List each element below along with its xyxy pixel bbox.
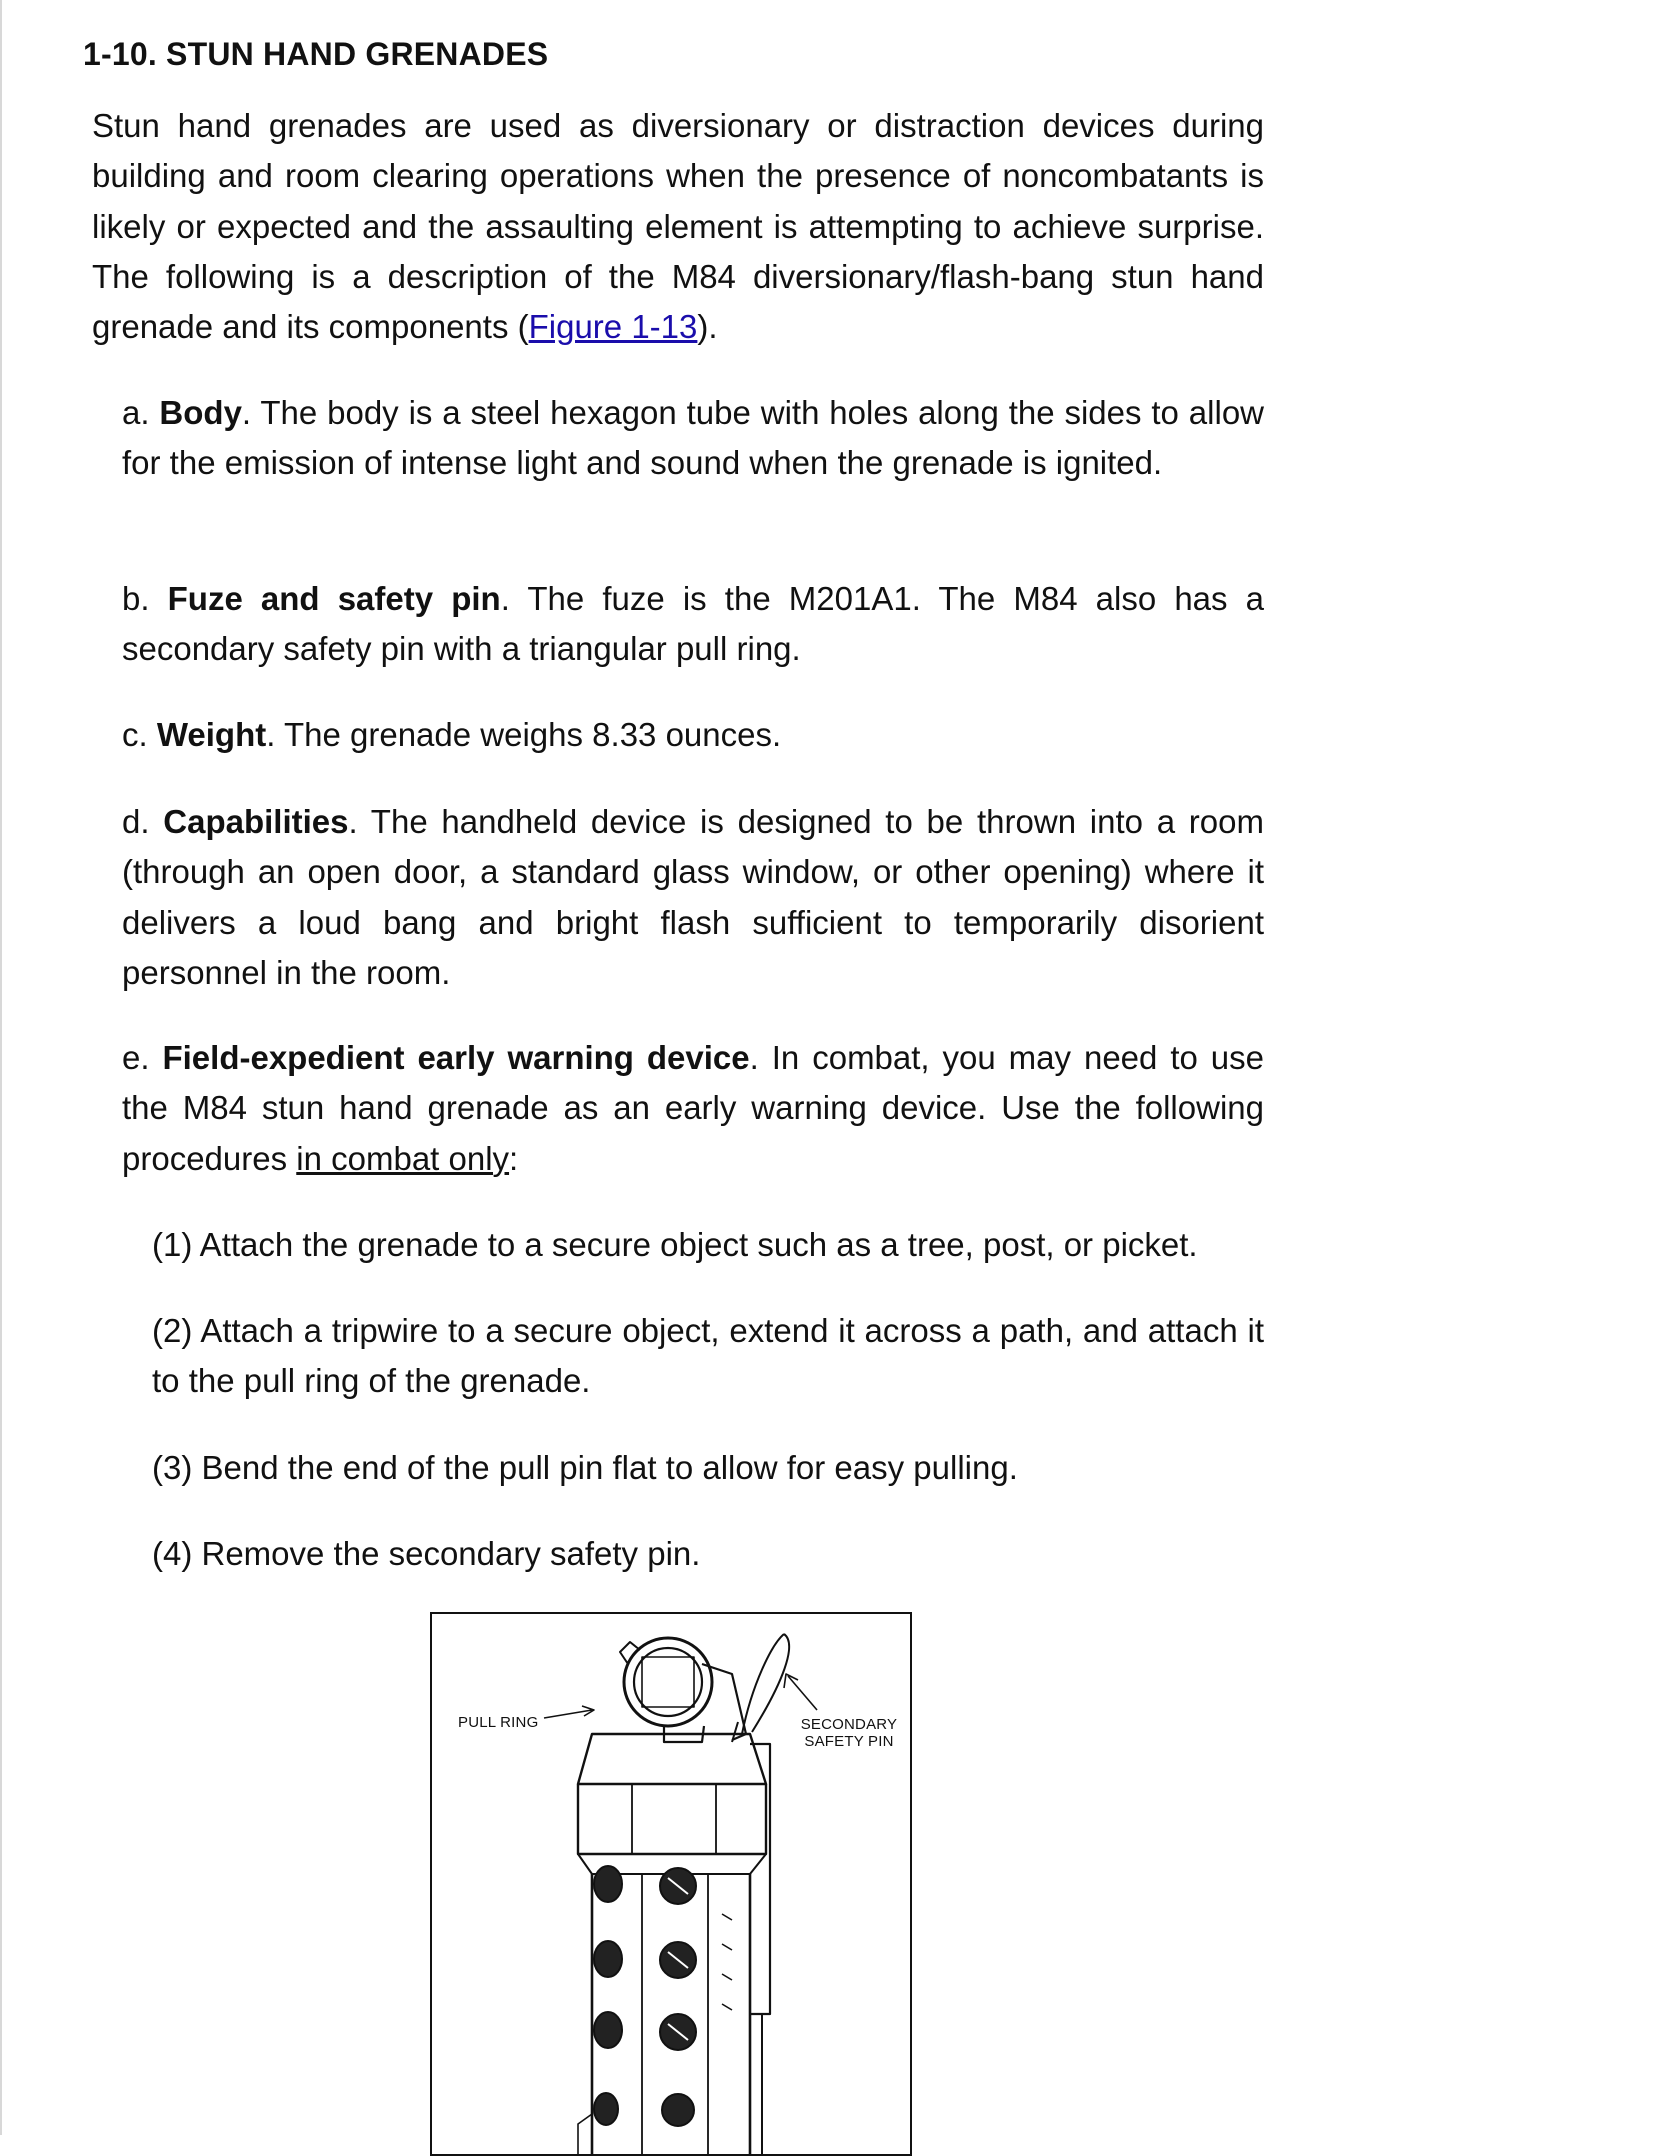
- procedure-step-2: (2) Attach a tripwire to a secure object, extend it across a path, and attach it to the pull ring of the grenade.: [152, 1312, 1264, 1400]
- item-text: . In combat, you may need to use the M84 stun hand grenade as an early warning device. Use the following procedures: [122, 1039, 1264, 1177]
- secondary-safety-pin-icon: [732, 1634, 789, 1742]
- item-text: . The grenade weighs 8.33 ounces.: [266, 716, 782, 753]
- item-prefix: a.: [122, 394, 160, 431]
- combat-only-emphasis: in combat only: [296, 1139, 510, 1177]
- procedure-step-1: (1) Attach the grenade to a secure object such as a tree, post, or picket.: [152, 1226, 1198, 1263]
- item-prefix: b.: [122, 580, 168, 617]
- secondary-safety-pin-label: [794, 1716, 904, 1750]
- pull-ring-icon: [620, 1638, 712, 1726]
- figure-link[interactable]: Figure 1-13: [528, 308, 698, 346]
- item-early-warning: [122, 1033, 1264, 1184]
- item-body: [122, 388, 1264, 489]
- item-text: . The fuze is the M201A1. The M84 also has a secondary safety pin with a triangular pull ring.: [122, 580, 1264, 668]
- item-term: Weight: [156, 716, 267, 753]
- procedure-step-3: (3) Bend the end of the pull pin flat to allow for easy pulling.: [152, 1449, 1018, 1486]
- item-term: Body: [159, 394, 242, 431]
- intro-text-end: ).: [697, 308, 718, 346]
- item-term: Fuze and safety pin: [167, 580, 501, 617]
- item-text: . The handheld device is designed to be thrown into a room (through an open door, a standard glass window, or other opening) where it delivers a loud bang and bright flash sufficient to temporarily disorient personnel in the room.: [122, 803, 1264, 991]
- section-heading: 1-10. STUN HAND GRENADES: [83, 36, 549, 72]
- item-term: Field-expedient early warning device: [162, 1039, 750, 1076]
- item-capabilities: [122, 797, 1264, 998]
- item-weight: [122, 710, 1264, 760]
- intro-text: Stun hand grenades are used as diversionary or distraction devices during building and room clearing operations when the presence of noncombatants is likely or expected and the assaulting element is attempting to achieve surprise. The following is a description of the M84 diversionary/flash-bang stun hand grenade and its components (: [92, 107, 1264, 346]
- item-prefix: e.: [122, 1039, 163, 1076]
- item-fuze: [122, 574, 1264, 675]
- intro-paragraph: [92, 101, 1264, 352]
- pull-ring-label: PULL RING: [458, 1714, 539, 1731]
- grenade-illustration: [432, 1614, 910, 2154]
- secondary-label-line2: SAFETY PIN: [804, 1733, 894, 1750]
- procedure-step-4: (4) Remove the secondary safety pin.: [152, 1535, 701, 1572]
- item-text: . The body is a steel hexagon tube with holes along the sides to allow for the emission of intense light and sound when the grenade is ignited.: [122, 394, 1264, 482]
- item-suffix: :: [509, 1139, 519, 1177]
- item-prefix: c.: [122, 716, 157, 753]
- item-prefix: d.: [122, 803, 164, 840]
- secondary-label-line1: SECONDARY: [800, 1716, 898, 1733]
- item-term: Capabilities: [163, 803, 349, 840]
- emission-holes: [594, 1866, 696, 2126]
- grenade-figure: [430, 1612, 912, 2156]
